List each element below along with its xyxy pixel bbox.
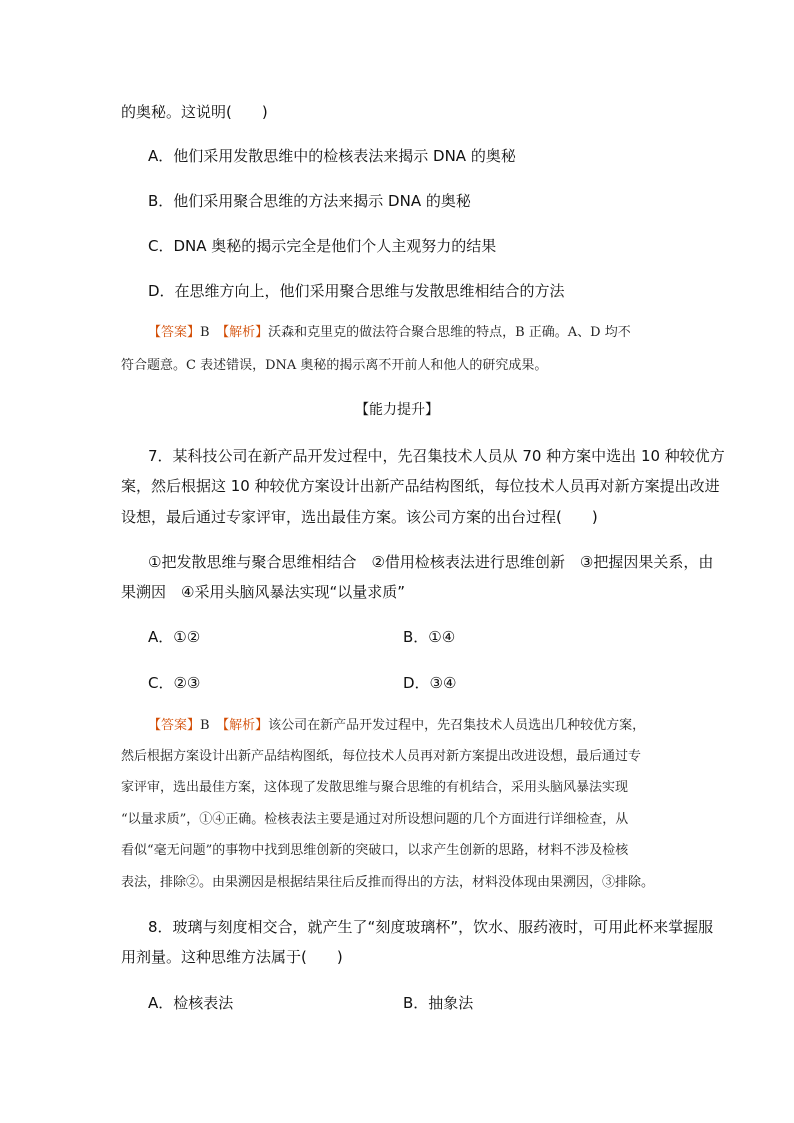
answer-value: B bbox=[200, 718, 223, 733]
q8-stem-line-1: 8．玻璃与刻度相交合，就产生了“刻度玻璃杯”，饮水、服药液时，可用此杯来掌握服 bbox=[148, 918, 714, 936]
analysis-text: 沃森和克里克的做法符合聚合思维的特点，B 正确。A、D 均不 bbox=[268, 325, 631, 340]
answer-label: 【答案】 bbox=[148, 718, 201, 733]
q6-option-a: A．他们采用发散思维中的检核表法来揭示 DNA 的奥秘 bbox=[148, 147, 516, 165]
q7-statements-line-2: 果溯因 ④采用头脑风暴法实现“以量求质” bbox=[121, 583, 405, 601]
answer-value: B bbox=[200, 325, 223, 340]
q6-option-d: D．在思维方向上，他们采用聚合思维与发散思维相结合的方法 bbox=[148, 282, 565, 300]
q7-option-c: C．②③ bbox=[148, 674, 201, 692]
section-title: 【能力提升】 bbox=[355, 402, 439, 418]
q7-answer-line bbox=[148, 716, 645, 736]
q6-analysis-line-2: 符合题意。C 表述错误，DNA 奥秘的揭示离不开前人和他人的研究成果。 bbox=[121, 358, 548, 373]
q7-analysis-line-3: 家评审，选出最佳方案，这体现了发散思维与聚合思维的有机结合，采用头脑风暴法实现 bbox=[121, 780, 629, 795]
analysis-text: 该公司在新产品开发过程中，先召集技术人员选出几种较优方案， bbox=[268, 718, 646, 733]
q7-analysis-line-5: 看似“毫无问题”的事物中找到思维创新的突破口，以求产生创新的思路，材料不涉及检核 bbox=[121, 843, 629, 858]
q7-option-d: D．③④ bbox=[403, 674, 457, 692]
q7-statements-line-1: ①把发散思维与聚合思维相结合 ②借用检核表法进行思维创新 ③把握因果关系，由 bbox=[148, 553, 714, 571]
answer-label: 【答案】 bbox=[148, 325, 201, 340]
q7-analysis-line-2: 然后根据方案设计出新产品结构图纸，每位技术人员再对新方案提出改进设想，最后通过专 bbox=[121, 749, 642, 764]
q8-option-b: B．抽象法 bbox=[403, 994, 474, 1012]
q6-option-b: B．他们采用聚合思维的方法来揭示 DNA 的奥秘 bbox=[148, 192, 471, 210]
q7-analysis-line-4: “以量求质”，①④正确。检核表法主要是通过对所设想问题的几个方面进行详细检查，从 bbox=[121, 812, 629, 827]
q7-stem-line-3: 设想，最后通过专家评审，选出最佳方案。该公司方案的出台过程( ) bbox=[121, 508, 598, 526]
q6-answer-line bbox=[148, 323, 631, 343]
q6-option-c: C．DNA 奥秘的揭示完全是他们个人主观努力的结果 bbox=[148, 237, 497, 255]
q7-stem-line-1: 7．某科技公司在新产品开发过程中，先召集技术人员从 70 种方案中选出 10 种较优方 bbox=[148, 447, 725, 465]
analysis-label: 【解析】 bbox=[222, 718, 269, 733]
q8-option-a: A．检核表法 bbox=[148, 994, 234, 1012]
q8-stem-line-2: 用剂量。这种思维方法属于( ) bbox=[121, 948, 343, 966]
q7-analysis-line-6: 表法，排除②。由果溯因是根据结果往后反推而得出的方法，材料没体现由果溯因，③排除。 bbox=[121, 875, 655, 890]
q7-option-a: A．①② bbox=[148, 628, 201, 646]
q6-stem-tail: 的奥秘。这说明( ) bbox=[121, 103, 268, 121]
q7-option-b: B．①④ bbox=[403, 628, 456, 646]
analysis-label: 【解析】 bbox=[222, 325, 269, 340]
q7-stem-line-2: 案，然后根据这 10 种较优方案设计出新产品结构图纸，每位技术人员再对新方案提出改进 bbox=[121, 477, 720, 495]
